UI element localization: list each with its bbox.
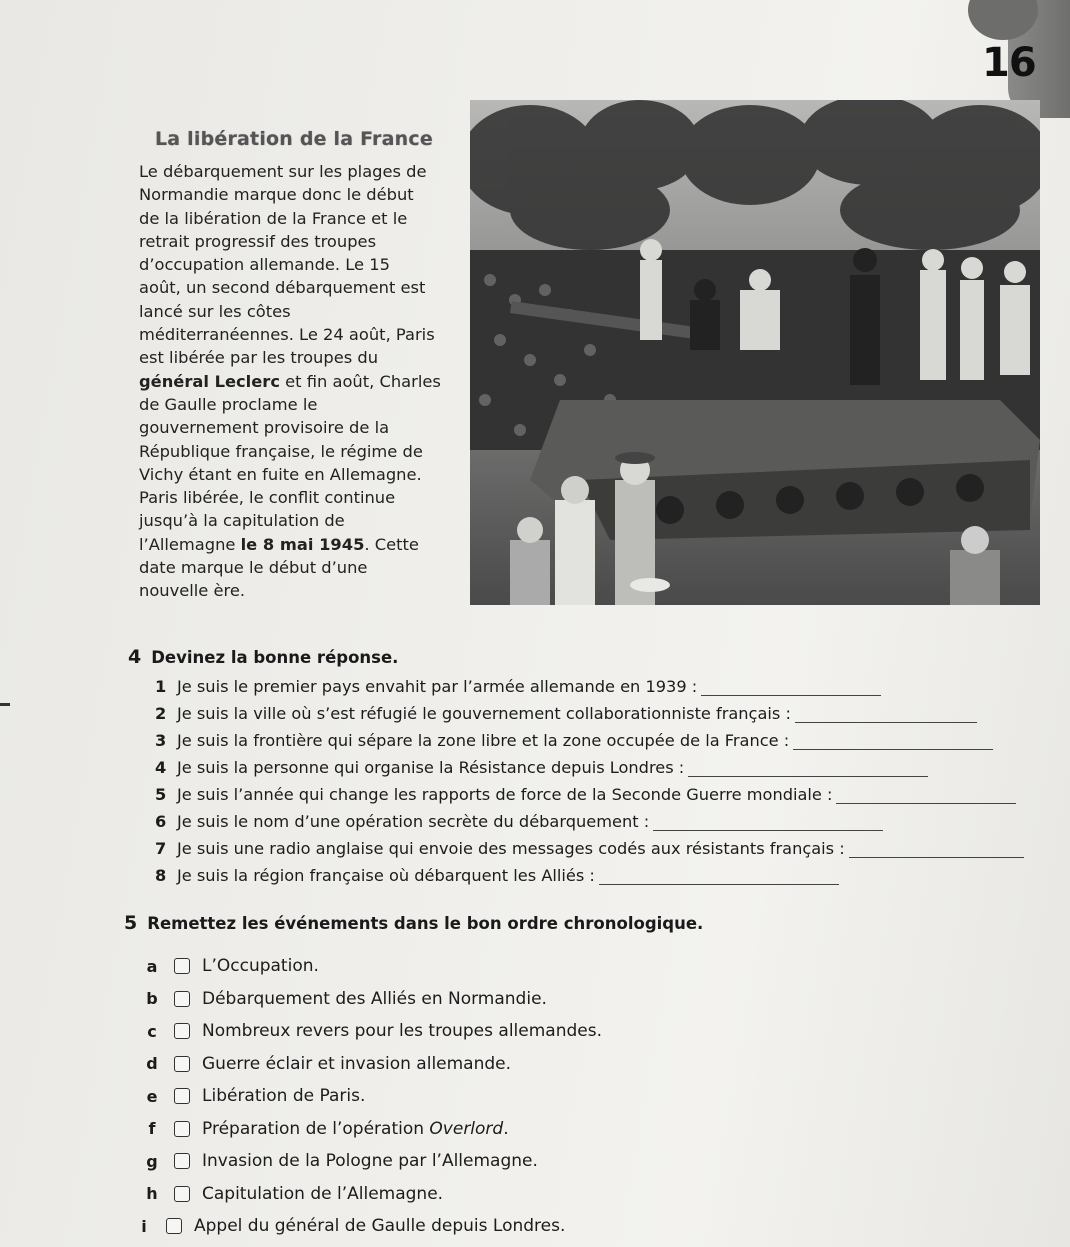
answer-blank[interactable] bbox=[653, 812, 883, 831]
event-letter: f bbox=[148, 1119, 156, 1139]
event-letter: e bbox=[146, 1086, 158, 1106]
intro-bold: le 8 mai 1945 bbox=[240, 534, 365, 554]
event-row bbox=[140, 1145, 602, 1178]
event-row bbox=[132, 1210, 602, 1243]
event-letter: d bbox=[146, 1054, 158, 1074]
page-number: 16 bbox=[982, 40, 1036, 86]
question-number: 6 bbox=[155, 812, 167, 831]
intro-line: jusqu’à la capitulation de bbox=[139, 511, 345, 531]
order-checkbox[interactable] bbox=[174, 1186, 190, 1202]
question-number: 4 bbox=[155, 758, 167, 777]
event-text: Invasion de la Pologne par l’Allemagne. bbox=[202, 1151, 538, 1172]
intro-paragraph bbox=[139, 160, 459, 603]
event-list bbox=[140, 950, 602, 1243]
intro-line: Paris libérée, le conflit continue bbox=[139, 488, 396, 508]
event-text: Appel du général de Gaulle depuis Londres. bbox=[194, 1216, 566, 1237]
question-number: 5 bbox=[155, 785, 167, 804]
question-text: Je suis l’année qui change les rapports de force de la Seconde Guerre mondiale : bbox=[177, 785, 833, 804]
event-row bbox=[140, 1015, 602, 1048]
question-row bbox=[155, 808, 1055, 835]
event-letter: g bbox=[146, 1151, 158, 1171]
intro-line: République française, le régime de bbox=[139, 441, 423, 461]
event-letter: i bbox=[141, 1216, 147, 1236]
exercise5-heading bbox=[124, 912, 703, 934]
event-row bbox=[140, 1113, 602, 1146]
liberation-photo bbox=[470, 100, 1040, 605]
intro-line: Normandie marque donc le début bbox=[139, 185, 414, 205]
intro-line: Le débarquement sur les plages de bbox=[139, 162, 427, 181]
intro-line: gouvernement provisoire de la bbox=[139, 418, 390, 438]
event-letter: b bbox=[146, 989, 158, 1009]
question-row bbox=[155, 781, 1055, 808]
question-row bbox=[155, 700, 1055, 727]
answer-blank[interactable] bbox=[701, 677, 881, 696]
order-checkbox[interactable] bbox=[174, 1088, 190, 1104]
event-text: Guerre éclair et invasion allemande. bbox=[202, 1053, 512, 1074]
intro-line: est libérée par les troupes du bbox=[139, 348, 379, 368]
event-row bbox=[140, 1178, 602, 1211]
question-row bbox=[155, 673, 1055, 700]
event-text: L’Occupation. bbox=[202, 956, 319, 977]
exercise5-title: Remettez les événements dans le bon ordre chronologique. bbox=[147, 914, 704, 933]
margin-mark bbox=[0, 703, 10, 706]
intro-line: nouvelle ère. bbox=[139, 581, 246, 601]
question-text: Je suis la ville où s’est réfugié le gouvernement collaborationniste français : bbox=[177, 704, 791, 723]
question-text: Je suis le nom d’une opération secrète du débarquement : bbox=[177, 812, 650, 831]
exercise4-title: Devinez la bonne réponse. bbox=[151, 648, 399, 667]
exercise4-number: 4 bbox=[128, 646, 142, 668]
question-number: 2 bbox=[155, 704, 167, 723]
exercise4-heading bbox=[128, 646, 398, 668]
event-text: Libération de Paris. bbox=[202, 1086, 366, 1107]
question-number: 3 bbox=[155, 731, 167, 750]
question-number: 7 bbox=[155, 839, 167, 858]
section-title: La libération de la France bbox=[155, 128, 433, 150]
question-row bbox=[155, 862, 1055, 889]
intro-line: Vichy étant en fuite en Allemagne. bbox=[139, 464, 422, 484]
intro-line: août, un second débarquement est bbox=[139, 278, 426, 298]
event-text: Nombreux revers pour les troupes allemandes. bbox=[202, 1021, 602, 1042]
question-row bbox=[155, 754, 1055, 781]
event-text: Capitulation de l’Allemagne. bbox=[202, 1183, 444, 1204]
question-row bbox=[155, 835, 1055, 862]
intro-line: retrait progressif des troupes bbox=[139, 231, 377, 251]
answer-blank[interactable] bbox=[793, 731, 993, 750]
event-letter: h bbox=[146, 1184, 158, 1204]
question-text: Je suis une radio anglaise qui envoie des messages codés aux résistants français : bbox=[177, 839, 845, 858]
intro-line: de Gaulle proclame le bbox=[139, 394, 318, 414]
answer-blank[interactable] bbox=[836, 785, 1016, 804]
question-text: Je suis la frontière qui sépare la zone libre et la zone occupée de la France : bbox=[177, 731, 790, 750]
order-checkbox[interactable] bbox=[174, 991, 190, 1007]
intro-line: date marque le début d’une bbox=[139, 558, 368, 578]
event-letter: a bbox=[146, 956, 158, 976]
event-row bbox=[140, 983, 602, 1016]
intro-line: lancé sur les côtes bbox=[139, 301, 291, 321]
answer-blank[interactable] bbox=[849, 839, 1024, 858]
event-text: Débarquement des Alliés en Normandie. bbox=[202, 988, 547, 1009]
intro-line: l’Allemagne le 8 mai 1945. Cette bbox=[139, 534, 419, 554]
event-text: Préparation de l’opération Overlord. bbox=[202, 1118, 509, 1139]
question-list bbox=[155, 673, 1055, 889]
intro-line: méditerranéennes. Le 24 août, Paris bbox=[139, 325, 435, 345]
answer-blank[interactable] bbox=[688, 758, 928, 777]
event-row bbox=[140, 1048, 602, 1081]
intro-line: général Leclerc et fin août, Charles bbox=[139, 371, 441, 391]
exercise5-number: 5 bbox=[124, 912, 138, 934]
order-checkbox[interactable] bbox=[174, 1121, 190, 1137]
question-text: Je suis la région française où débarquent les Alliés : bbox=[177, 866, 595, 885]
intro-line: d’occupation allemande. Le 15 bbox=[139, 255, 390, 275]
order-checkbox[interactable] bbox=[174, 1056, 190, 1072]
question-row bbox=[155, 727, 1055, 754]
answer-blank[interactable] bbox=[599, 866, 839, 885]
event-row bbox=[140, 950, 602, 983]
answer-blank[interactable] bbox=[795, 704, 977, 723]
event-row bbox=[140, 1080, 602, 1113]
intro-line: de la libération de la France et le bbox=[139, 208, 408, 228]
question-number: 8 bbox=[155, 866, 167, 885]
event-letter: c bbox=[147, 1021, 157, 1041]
order-checkbox[interactable] bbox=[166, 1218, 182, 1234]
intro-bold: général Leclerc bbox=[139, 371, 280, 391]
tank-crowd-illustration bbox=[470, 100, 1040, 605]
question-text: Je suis la personne qui organise la Résistance depuis Londres : bbox=[177, 758, 685, 777]
order-checkbox[interactable] bbox=[174, 1023, 190, 1039]
order-checkbox[interactable] bbox=[174, 1153, 190, 1169]
order-checkbox[interactable] bbox=[174, 958, 190, 974]
question-number: 1 bbox=[155, 677, 167, 696]
question-text: Je suis le premier pays envahit par l’armée allemande en 1939 : bbox=[177, 677, 698, 696]
